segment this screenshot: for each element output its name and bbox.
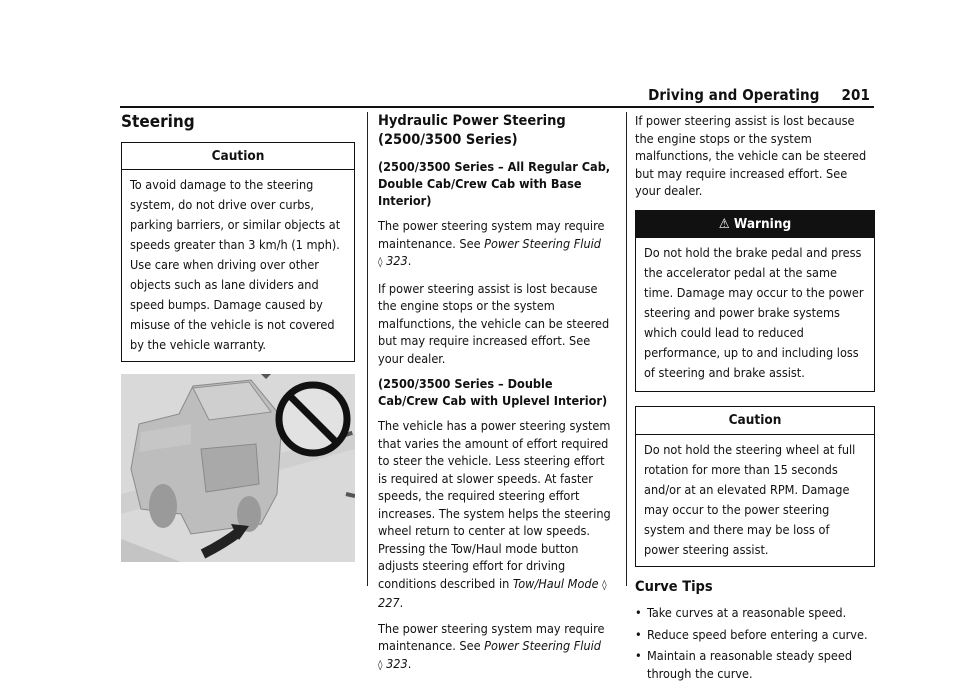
warning-body: Do not hold the brake pedal and press the accelerator pedal at the same time. Damage may occur to the power steering and power brake systems which could lead to reduced performance, up to and including loss of steering and brake assist.: [644, 245, 864, 380]
paragraph-maintenance-1: The power steering system may require maintenance. See Power Steering Fluid ◊ 323.: [378, 218, 605, 268]
prohibited-sign-icon: [279, 385, 347, 453]
subheading-base-interior: (2500/3500 Series – All Regular Cab, Double Cab/Crew Cab with Base Interior): [378, 159, 611, 208]
header-section-title: Driving and Operating: [648, 86, 820, 104]
caution-body-2: Do not hold the steering wheel at full rotation for more than 15 seconds and/or at an elevated RPM. Damage may occur to the power steering system and there may be loss of power steering assist.: [644, 441, 856, 557]
column-2: [378, 112, 614, 682]
column-divider-1: [367, 112, 368, 586]
header-rule: [120, 106, 874, 108]
caution-box: [121, 142, 355, 363]
list-item: • Reduce speed before entering a curve.: [635, 626, 868, 642]
caution-box-2: [635, 406, 875, 567]
section-title-hydraulic-power-steering: Hydraulic Power Steering (2500/3500 Series): [378, 113, 566, 148]
list-item: • Take curves at a reasonable speed.: [635, 605, 847, 620]
paragraph-assist-lost-2: If power steering assist is lost because the engine stops or the system malfunctions, the vehicle can be steered but may require increased effort. See your dealer.: [635, 113, 867, 198]
paragraph-assist-lost: If power steering assist is lost because the engine stops or the system malfunctions, the vehicle can be steered but may require increased effort. See your dealer.: [378, 280, 610, 366]
list-item: • Maintain a reasonable steady speed through the curve.: [635, 648, 853, 681]
page-reference-icon: ◊: [378, 257, 383, 268]
warning-title-bar: ⚠ Warning: [636, 211, 874, 239]
column-1: [121, 112, 355, 562]
link-power-steering-fluid-1[interactable]: Power Steering Fluid: [484, 235, 601, 251]
column-divider-2: [626, 112, 627, 586]
caution-body: To avoid damage to the steering system, do not drive over curbs, parking barriers, or similar objects at speeds greater than 3 km/h (1 mph). Use care when driving over other objects such as lane dividers and speed bumps. Damage caused by misuse of the vehicle is not covered by the vehicle warranty.: [130, 177, 341, 352]
link-power-steering-fluid-2[interactable]: Power Steering Fluid: [484, 638, 601, 653]
page-reference-icon: ◊: [378, 659, 383, 671]
subheading-uplevel-interior: (2500/3500 Series – Double Cab/Crew Cab with Uplevel Interior): [378, 376, 608, 408]
warning-triangle-icon: ⚠: [718, 215, 730, 232]
running-header: [648, 86, 870, 104]
page-number: 201: [841, 86, 870, 104]
page-ref-227[interactable]: 227: [378, 595, 400, 610]
link-tow-haul-mode[interactable]: Tow/Haul Mode: [512, 575, 599, 591]
page-reference-icon: ◊: [602, 579, 607, 591]
page-ref-323-a[interactable]: 323: [386, 253, 408, 268]
paragraph-variable-effort: The vehicle has a power steering system that varies the amount of effort required to steer the vehicle. Less steering effort is required at slower speeds. At faster speeds, the required steering effort increases. The system helps the steering wheel return to center at low speeds. Pressing the Tow/Haul mode button adjusts steering effort for driving conditions described in Tow/Haul Mode ◊ 227.: [378, 418, 611, 610]
curve-tips-list: [635, 604, 875, 682]
column-3: [635, 112, 875, 686]
paragraph-maintenance-2: The power steering system may require maintenance. See Power Steering Fluid ◊ 323.: [378, 620, 605, 671]
caution-title: Caution: [122, 143, 354, 171]
page-ref-323-b[interactable]: 323: [386, 655, 408, 671]
truck-illustration-svg: [121, 374, 355, 562]
caution-title-2: Caution: [636, 407, 874, 435]
section-title-steering: Steering: [121, 112, 195, 132]
section-title-curve-tips: Curve Tips: [635, 578, 713, 595]
steering-curb-illustration: [121, 374, 355, 562]
warning-box: [635, 210, 875, 393]
